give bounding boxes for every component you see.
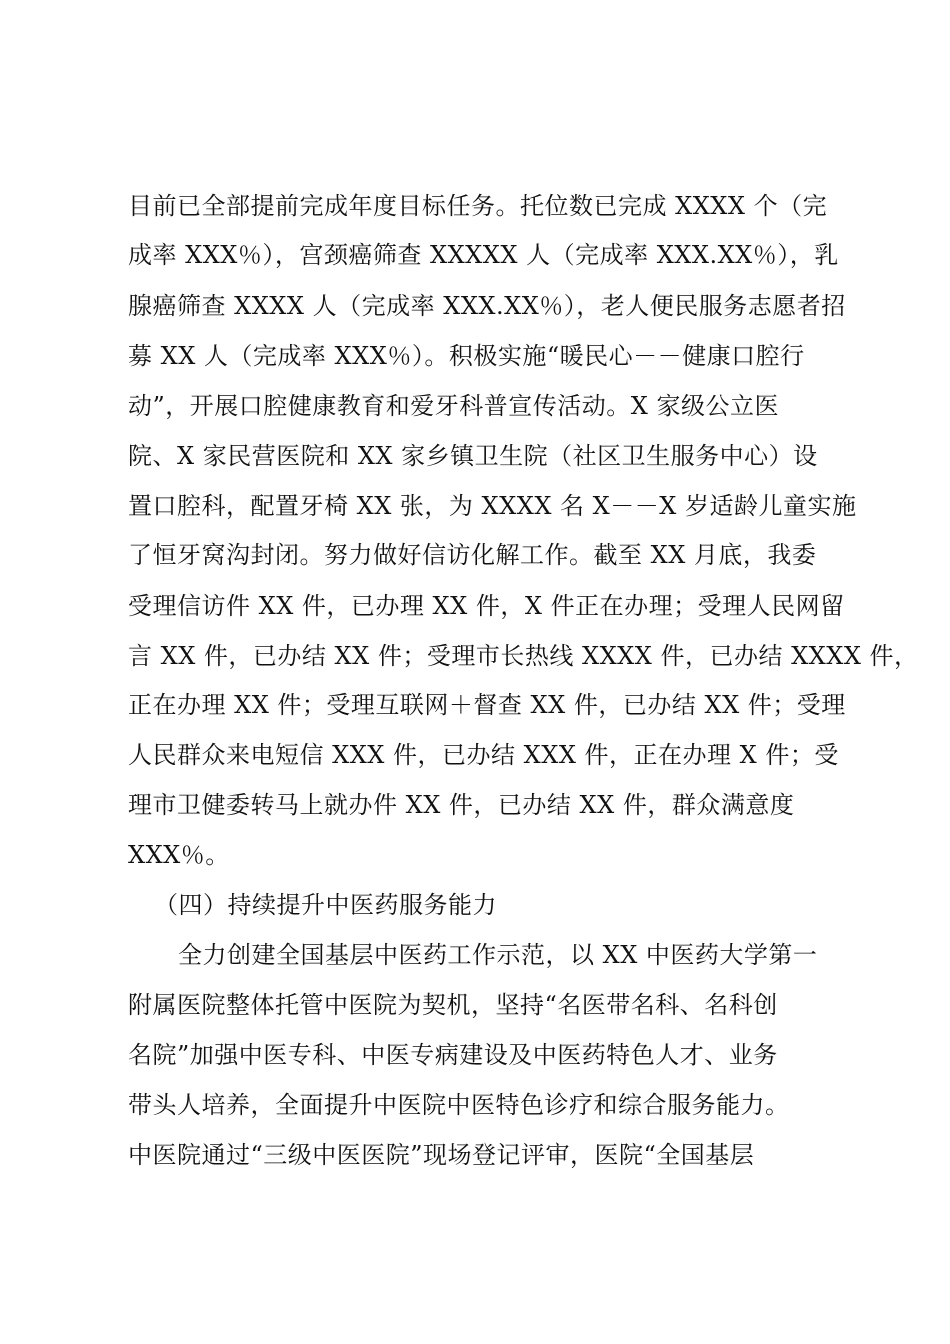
- text-line: XXX％。: [128, 841, 230, 869]
- text-line: 理市卫健委转马上就办件 XX 件，已办结 XX 件，群众满意度: [128, 791, 795, 819]
- text-line: 院、X 家民营医院和 XX 家乡镇卫生院（社区卫生服务中心）设: [128, 442, 818, 470]
- text-line: 附属医院整体托管中医院为契机，坚持“名医带名科、名科创: [128, 991, 778, 1019]
- text-line: 动”，开展口腔健康教育和爱牙科普宣传活动。X 家级公立医: [128, 392, 779, 420]
- text-line: 言 XX 件，已办结 XX 件；受理市长热线 XXXX 件，已办结 XXXX 件，: [128, 642, 919, 670]
- text-line: 正在办理 XX 件；受理互联网＋督查 XX 件，已办结 XX 件；受理: [128, 691, 846, 719]
- text-line: 成率 XXX％），宫颈癌筛查 XXXXX 人（完成率 XXX.XX％），乳: [128, 241, 839, 269]
- text-line: 中医院通过“三级中医医院”现场登记评审，医院“全国基层: [128, 1141, 755, 1169]
- text-line: 受理信访件 XX 件，已办理 XX 件，X 件正在办理；受理人民网留: [128, 592, 845, 620]
- text-line: 了恒牙窝沟封闭。努力做好信访化解工作。截至 XX 月底，我委: [128, 541, 817, 569]
- section-heading: （四）持续提升中医药服务能力: [154, 891, 497, 919]
- text-line: 名院”加强中医专科、中医专病建设及中医药特色人才、业务: [128, 1041, 778, 1069]
- text-line: 人民群众来电短信 XXX 件，已办结 XXX 件，正在办理 X 件；受: [128, 741, 839, 769]
- text-line: 带头人培养，全面提升中医院中医特色诊疗和综合服务能力。: [128, 1091, 790, 1119]
- text-line: 置口腔科，配置牙椅 XX 张，为 XXXX 名 X－－X 岁适龄儿童实施: [128, 492, 857, 520]
- text-line: 全力创建全国基层中医药工作示范，以 XX 中医药大学第一: [178, 941, 818, 969]
- text-line: 募 XX 人（完成率 XXX％）。积极实施“暖民心－－健康口腔行: [128, 342, 805, 370]
- text-line: 目前已全部提前完成年度目标任务。托位数已完成 XXXX 个（完: [128, 192, 828, 220]
- text-line: 腺癌筛查 XXXX 人（完成率 XXX.XX％），老人便民服务志愿者招: [128, 292, 846, 320]
